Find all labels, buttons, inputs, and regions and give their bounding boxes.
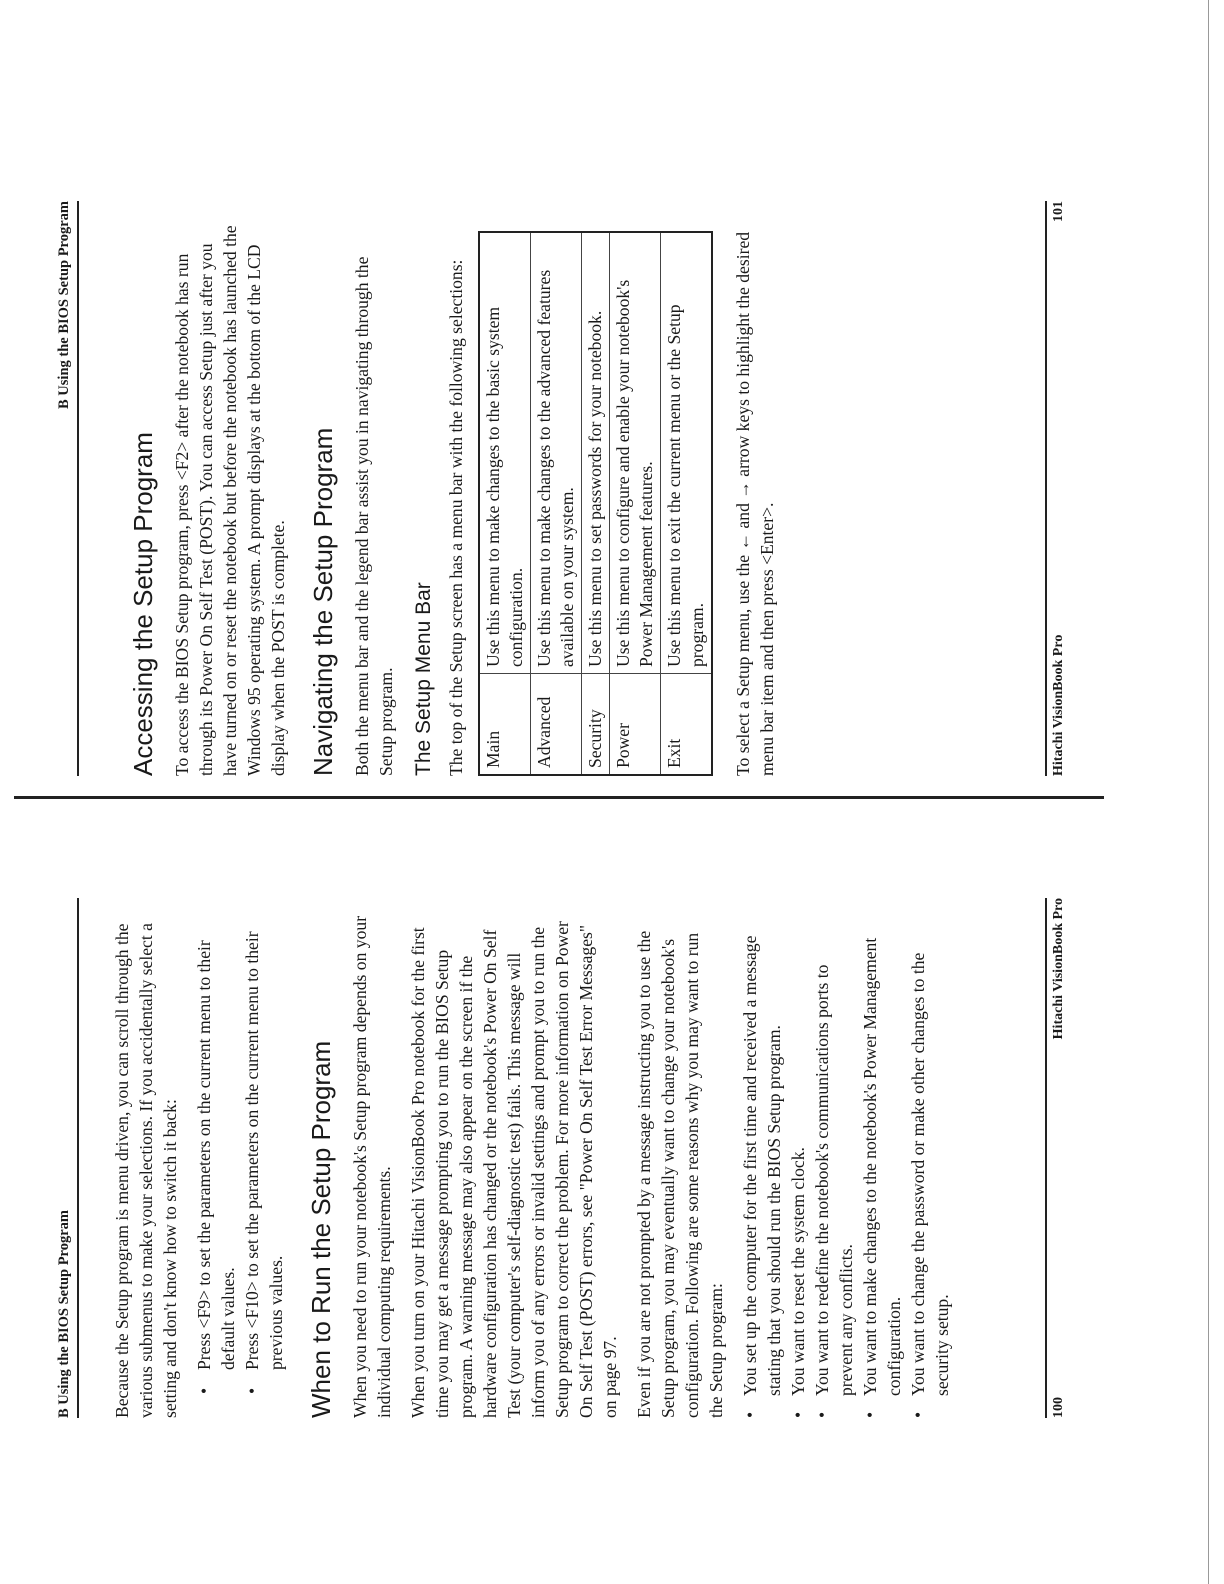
key-bullet-list xyxy=(192,913,288,1418)
section-heading-when-to-run: When to Run the Setup Program xyxy=(306,1040,336,1418)
paragraph: The top of the Setup screen has a menu bar with the following selections: xyxy=(446,259,466,776)
menu-name: Advanced xyxy=(531,674,582,776)
menu-description: Use this menu to configure and enable your notebook's Power Management features. xyxy=(610,232,661,674)
menu-description: Use this menu to make changes to the advanced features available on your system. xyxy=(531,232,582,674)
list-item: • You want to reset the system clock. xyxy=(788,1147,808,1418)
footer-left xyxy=(1045,898,1066,1418)
footer-right xyxy=(1045,201,1066,776)
list-item: • Press <F10> to set the parameters on the current menu to their previous values. xyxy=(242,931,286,1394)
menu-name: Power xyxy=(610,674,661,776)
menu-description: Use this menu to set passwords for your notebook. xyxy=(582,232,610,674)
reasons-bullet-list xyxy=(738,913,954,1418)
list-item: • You set up the computer for the first time and received a message stating that you should run the BIOS Setup program. xyxy=(740,935,784,1418)
list-item: • You want to redefine the notebook's communications ports to prevent any conflicts. xyxy=(812,964,856,1418)
page-100 xyxy=(0,794,1224,1584)
table-row xyxy=(661,232,713,775)
list-item: • Press <F9> to set the parameters on the current menu to their default values. xyxy=(194,940,238,1394)
page-number: 101 xyxy=(1051,201,1066,222)
section-heading-accessing: Accessing the Setup Program xyxy=(128,432,158,776)
table-row xyxy=(479,232,531,775)
paragraph: To access the BIOS Setup program, press <F2> after the notebook has run through its Power On Self Test (POST). You can access Setup just after you have turned on or reset the notebook but before the notebook has launched the Windows 95 operating system. A prompt displays at the bottom of the LCD display when the POST is complete. xyxy=(172,225,288,776)
bullet-icon: • xyxy=(740,1411,760,1418)
setup-menu-table xyxy=(478,231,713,776)
menu-name: Exit xyxy=(661,674,713,776)
paragraph: When you need to run your notebook's Setup program depends on your individual computing requirements. xyxy=(350,915,394,1418)
paragraph: To select a Setup menu, use the ← and → arrow keys to highlight the desired menu bar item and then press <Enter>. xyxy=(733,231,777,776)
bullet-icon: • xyxy=(788,1411,808,1418)
table-row xyxy=(531,232,582,775)
bullet-icon: • xyxy=(242,1387,262,1394)
table-row xyxy=(610,232,661,775)
paragraph: Even if you are not prompted by a message instructing you to use the Setup program, you may eventually want to change your notebook's configuration. Following are some reasons why you may want to run the Setup program: xyxy=(634,930,726,1418)
bullet-icon: • xyxy=(860,1411,880,1418)
menu-description: Use this menu to exit the current menu or the Setup program. xyxy=(661,232,713,674)
bullet-icon: • xyxy=(194,1387,214,1394)
running-head-right: B Using the BIOS Setup Program xyxy=(56,201,79,776)
right-body xyxy=(110,216,789,776)
list-item: • You want to make changes to the notebook's Power Management configuration. xyxy=(860,937,904,1418)
bullet-icon: • xyxy=(812,1411,832,1418)
section-heading-navigating: Navigating the Setup Program xyxy=(308,427,338,776)
footer-title: Hitachi VisionBook Pro xyxy=(1051,898,1066,1040)
subheading-menu-bar: The Setup Menu Bar xyxy=(412,582,435,776)
bullet-icon: • xyxy=(908,1411,928,1418)
footer-title: Hitachi VisionBook Pro xyxy=(1051,634,1066,776)
list-item: • You want to change the password or make other changes to the security setup. xyxy=(908,952,952,1418)
menu-name: Security xyxy=(582,674,610,776)
table-row xyxy=(582,232,610,775)
page-number: 100 xyxy=(1051,1397,1066,1418)
running-head-left: B Using the BIOS Setup Program xyxy=(56,898,79,1418)
paragraph: When you turn on your Hitachi VisionBook Pro notebook for the first time you may get a message prompting you to run the BIOS Setup program. A warning message may also appear on the screen if the hardware configuration has changed or the notebook's Power On Self Test (your computer's self-diagnostic test) fails. This message will inform you of any errors or invalid settings and prompt you to run the Setup program to correct the problem. For more information on Power On Self Test (POST) errors, see "Power On Self Test Error Messages" on page 97. xyxy=(408,921,620,1418)
menu-description: Use this menu to make changes to the basic system configuration. xyxy=(479,232,531,674)
paragraph: Both the menu bar and the legend bar assist you in navigating through the Setup program. xyxy=(352,256,396,776)
left-body xyxy=(110,913,964,1418)
intro-paragraph: Because the Setup program is menu driven, you can scroll through the various submenus to make your selections. If you accidentally select a setting and don't know how to switch it back: xyxy=(112,923,180,1418)
menu-name: Main xyxy=(479,674,531,776)
